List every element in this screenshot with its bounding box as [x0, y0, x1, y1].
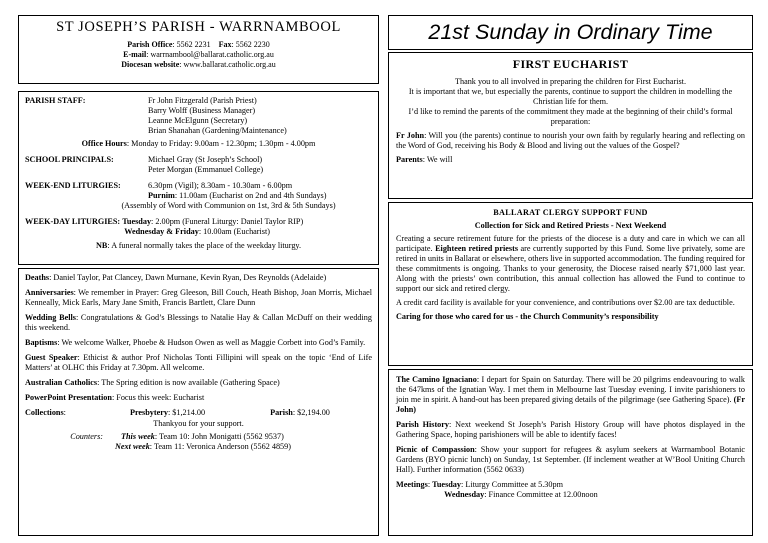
clergy-credit-card: A credit card facility is available for your convenience, and contributions over $2.00 are tax deductible.	[396, 298, 735, 307]
email-link[interactable]: : warrnambool@ballarat.catholic.org.au	[146, 49, 274, 59]
office-contact: Parish Office: 5562 2231 Fax: 5562 2230	[127, 39, 270, 49]
eucharist-reminder: I’d like to remind the parents of the commitment they made at the beginning of their child’s formal preparation:	[408, 106, 733, 126]
picnic-of-compassion: Picnic of Compassion: Show your support for refugees & asylum seekers at Warrnambool Botanic Gardens (BYO picnic lunch) on Sunday, 1st September. (If inclement weather at W’Bool Uniting Church Hall). Further information (5562 0633)	[396, 445, 745, 474]
parish-staff: PARISH STAFF: Fr John Fitzgerald (Parish Priest) Barry Wolff (Business Manager) Leanne McElgunn (Secretary) Brian Shanahan (Gardening/Maintenance)	[25, 96, 287, 135]
parish-history: Parish History: Next weekend St Joseph’s Parish History Group will have photos displayed in the Gathering Space, hoping parishioners will be able to identify faces!	[396, 420, 745, 439]
meetings: Meetings: Tuesday: Liturgy Committee at 5.30pm Wednesday: Finance Committee at 12.00noon	[396, 480, 598, 499]
deaths: Deaths: Daniel Taylor, Pat Clancey, Dawn Murnane, Kevin Ryan, Des Reynolds (Adelaide)	[25, 273, 327, 282]
clergy-support-box	[388, 202, 753, 366]
notices-box	[388, 369, 753, 536]
website-line: Diocesan website: www.ballarat.catholic.org.au	[121, 60, 276, 70]
wedding-bells: Wedding Bells: Congratulations & God’s Blessings to Natalie Hay & Callan McDuff on their wedding this weekend.	[25, 313, 372, 332]
australian-catholics: Australian Catholics: The Spring edition is now available (Gathering Space)	[25, 378, 280, 387]
clergy-paragraph: Creating a secure retirement future for the priests of the diocese is a duty and care in which we can all participate. Eighteen retired priests are currently supported by this Fund. Some live privately, some are retired in units in Ballarat or elsewhere, others live in supported accommodation. The funding required for these commitments is ongoing. Thanks to your generosity, the Diocese raised nearly $71,000 last year. Along with the priests’ own contribution, this annual collection has allowed the Fund to continue to support our sick and retired clergy.	[396, 234, 745, 293]
parish-news-box	[18, 268, 379, 536]
clergy-subheading: Collection for Sick and Retired Priests - Next Weekend	[474, 221, 667, 230]
eucharist-intro: Thank you to all involved in preparing the children for First Eucharist.	[454, 76, 686, 86]
office-hours: Office Hours: Monday to Friday: 9.00am - 12.30pm; 1.30pm - 4.00pm	[81, 139, 316, 148]
guest-speaker: Guest Speaker: Ethicist & author Prof Nicholas Tonti Fillipini will speak on the topic ‘End of Life Matters’ at OLHC this Friday at 7.30pm. All welcome.	[25, 353, 373, 372]
assembly-note: (Assembly of Word with Communion on 1st, 3rd & 5th Sundays)	[121, 201, 336, 210]
camino-ignaciano: The Camino Ignaciano: I depart for Spain on Saturday. There will be 20 pilgrims endeavouring to walk the 647kms of the Ignatian Way. I met them in Melbourne last Tuesday evening. I invite parishioners to join me in spirit. A hand-out has been prepared giving details of the pilgrimage (see Gathering Space). (Fr John)	[396, 375, 745, 414]
clergy-closing: Caring for those who cared for us - the Church Community’s responsibility	[396, 312, 659, 321]
email-line: E-mail: warrnambool@ballarat.catholic.org.au	[123, 49, 274, 59]
fr-john-question: Fr John: Will you (the parents) continue to nourish your own faith by regularly hearing and reflecting on the Word of God, receiving his Body & Blood and living out the values of the Gospel?	[396, 130, 745, 150]
parents-response: Parents: We will	[396, 154, 453, 164]
collection-thanks: Thankyou for your support.	[153, 419, 244, 428]
website-link[interactable]: : www.ballarat.catholic.org.au	[179, 60, 276, 70]
weekend-liturgies: WEEK-END LITURGIES: 6.30pm (Vigil); 8.30am - 10.30am - 6.00pm Purnim: 11.00am (Eucharist on 2nd and 4th Sundays)	[25, 181, 327, 200]
collections: Collections: Presbytery: $1,214.00 Parish: $2,194.00	[25, 408, 330, 417]
weekday-liturgies: WEEK-DAY LITURGIES: Tuesday: 2.00pm (Funeral Liturgy: Daniel Taylor RIP) Wednesday & Friday: 10.00am (Eucharist)	[25, 217, 304, 236]
school-principals: SCHOOL PRINCIPALS: Michael Gray (St Joseph’s School) Peter Morgan (Emmanuel College)	[25, 155, 264, 174]
clergy-heading: BALLARAT CLERGY SUPPORT FUND	[493, 208, 648, 217]
staff-liturgies-box	[18, 91, 379, 265]
parish-header	[18, 15, 379, 84]
counters: Counters: This week: Team 10: John Monigatti (5562 9537) Next week: Team 11: Veronica Anderson (5562 4859)	[70, 432, 291, 451]
anniversaries: Anniversaries: We remember in Prayer: Greg Gleeson, Bill Couch, Heath Bishop, Joan Morris, Michael Kenneally, Mick Earls, Mary Jane Smith, Francis Bartlett, Clare Dunn	[25, 288, 372, 307]
eucharist-support: It is important that we, but especially the parents, continue to support the children in modelling the Christian life for them.	[408, 86, 733, 106]
first-eucharist-box	[388, 52, 753, 199]
sunday-title: 21st Sunday in Ordinary Time	[388, 15, 753, 50]
parish-name: ST JOSEPH’S PARISH - WARRNAMBOOL	[56, 19, 341, 35]
baptisms: Baptisms: We welcome Walker, Phoebe & Hudson Owen as well as Maggie Corbett into God’s Family.	[25, 338, 366, 347]
nb-note: NB: A funeral normally takes the place of the weekday liturgy.	[95, 241, 302, 250]
first-eucharist-heading: FIRST EUCHARIST	[512, 57, 629, 71]
powerpoint-presentation: PowerPoint Presentation: Focus this week: Eucharist	[25, 393, 205, 402]
